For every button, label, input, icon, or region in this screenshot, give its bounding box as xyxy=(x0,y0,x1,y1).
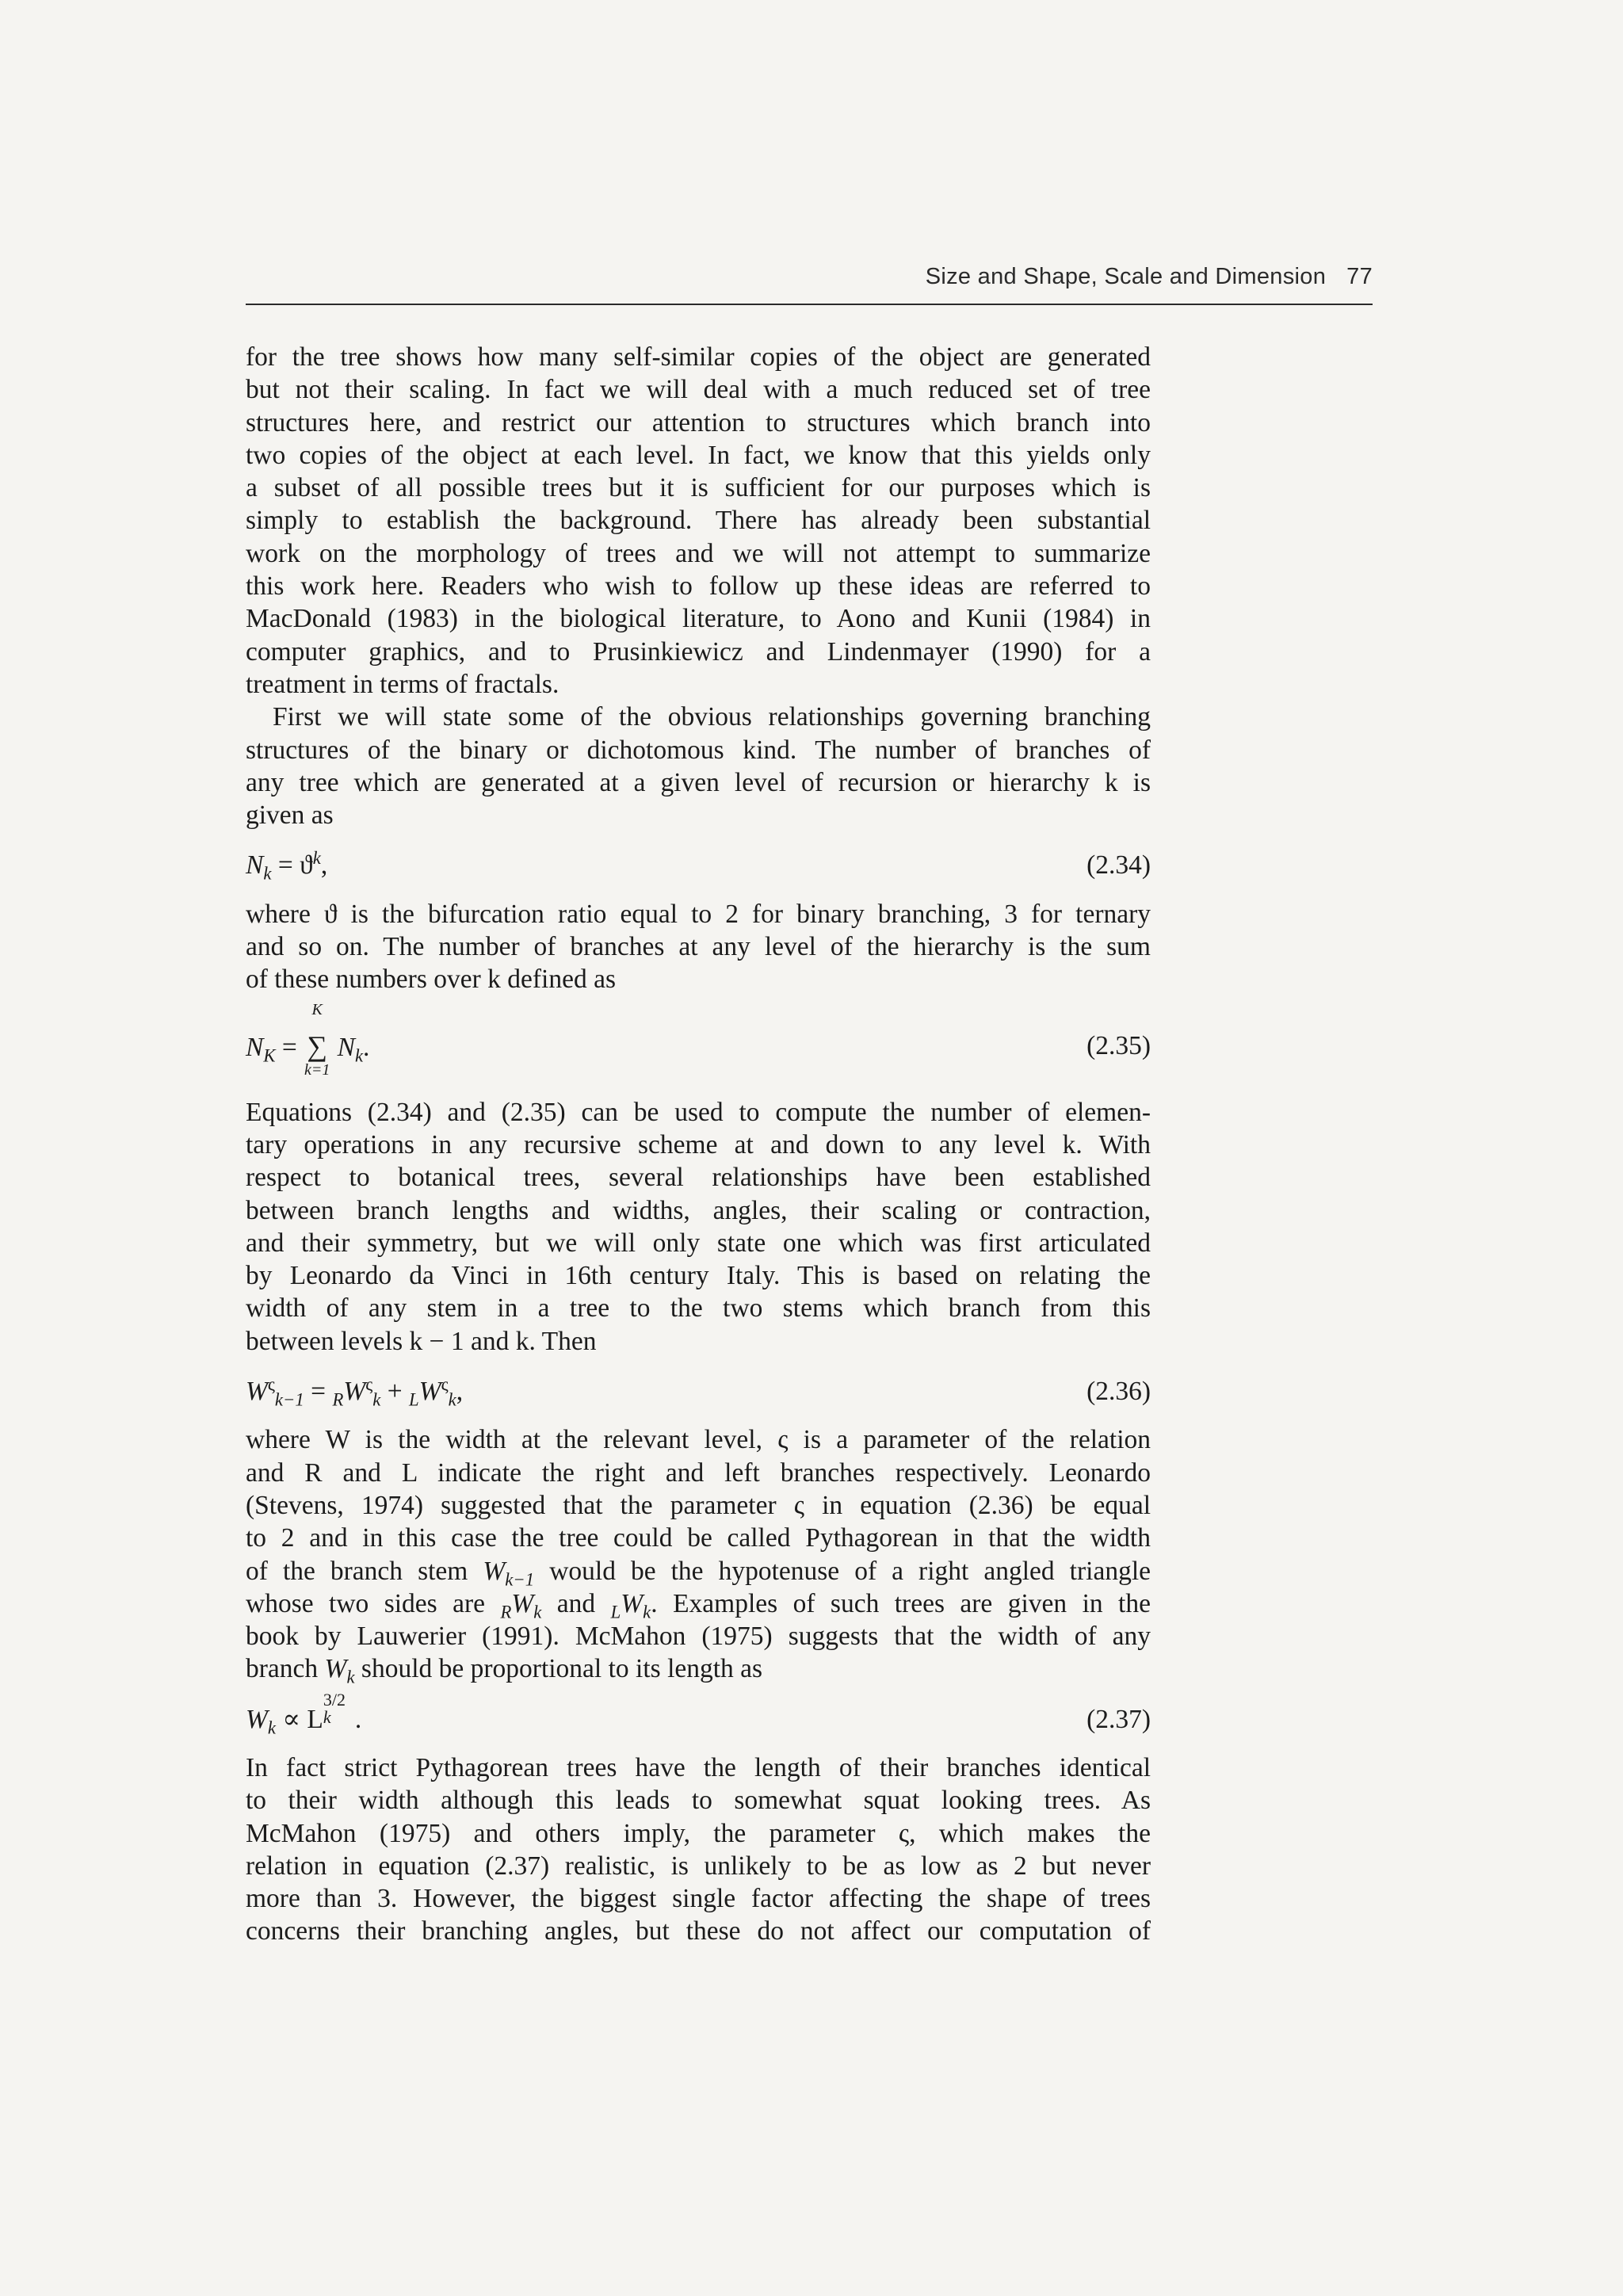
equation-expression: $N_k = ϑ^k$, xyxy=(246,848,328,884)
equation-expression: $N_K$ = K ∑ k=1 $N_k$. xyxy=(246,1000,370,1079)
paragraph xyxy=(246,701,1151,831)
page-number: 77 xyxy=(1346,264,1373,289)
running-head xyxy=(246,264,1373,290)
text-line: First we will state some of the obvious relationships governing branching xyxy=(273,702,1151,732)
paragraph xyxy=(246,1752,1151,1948)
text-line: width of any stem in a tree to the two stems which branch from this xyxy=(246,1293,1151,1324)
text-line: for the tree shows how many self-similar copies of the object are generated xyxy=(246,342,1151,372)
text-line: In fact strict Pythagorean trees have the length of their branches identical xyxy=(246,1752,1151,1782)
text-line: to their width although this leads to somewhat squat looking trees. As xyxy=(246,1786,1151,1816)
paragraph xyxy=(246,1423,1151,1688)
equation-2-37 xyxy=(246,1689,1151,1738)
text-line: computer graphics, and to Prusinkiewicz and Lindenmayer (1990) for a xyxy=(246,636,1151,667)
text-line: where ϑ is the bifurcation ratio equal to 2 for binary branching, 3 for ternary xyxy=(246,899,1151,929)
equation-expression: $W^\varsigma_{k-1} = _RW^\varsigma_k + _LW^\varsigma_k$, xyxy=(246,1373,464,1410)
text-line: any tree which are generated at a given level of recursion or hierarchy k is xyxy=(246,767,1151,797)
equation-2-34 xyxy=(246,848,1151,884)
header-rule xyxy=(246,304,1373,305)
text-line: of the branch stem $W_{k-1}$ would be the hypotenuse of a right angled triangle xyxy=(246,1556,1151,1590)
text-line: and R and L indicate the right and left branches respectively. Leonardo xyxy=(246,1457,1151,1488)
paragraph xyxy=(246,1096,1151,1358)
text-line: and their symmetry, but we will only state one which was first articulated xyxy=(246,1228,1151,1258)
text-line: Equations (2.34) and (2.35) can be used to compute the number of elemen- xyxy=(246,1097,1151,1127)
text-line: where W is the width at the relevant level, ς is a parameter of the relation xyxy=(246,1425,1151,1455)
equation-expression: $W_k \propto L$ 3/2 k . xyxy=(246,1689,362,1738)
text-line: work on the morphology of trees and we will not attempt to summarize xyxy=(246,538,1151,568)
text-line: branch $W_k$ should be proportional to its length as xyxy=(246,1654,763,1688)
summation-symbol: K ∑ k=1 xyxy=(304,1000,330,1079)
text-line: McMahon (1975) and others imply, the parameter ς, which makes the xyxy=(246,1818,1151,1848)
text-line: by Leonardo da Vinci in 16th century Italy. This is based on relating the xyxy=(246,1261,1151,1291)
equation-number: (2.34) xyxy=(1086,850,1151,881)
text-line: but not their scaling. In fact we will deal with a much reduced set of tree xyxy=(246,375,1151,405)
text-line: structures of the binary or dichotomous kind. The number of branches of xyxy=(246,735,1151,765)
running-title: Size and Shape, Scale and Dimension xyxy=(925,264,1327,289)
text-line: to 2 and in this case the tree could be called Pythagorean in that the width xyxy=(246,1523,1151,1553)
text-line: simply to establish the background. There has already been substantial xyxy=(246,506,1151,536)
text-line: between branch lengths and widths, angles, their scaling or contraction, xyxy=(246,1195,1151,1225)
equation-2-36 xyxy=(246,1375,1151,1408)
text-line: structures here, and restrict our attention to structures which branch into xyxy=(246,407,1151,437)
equation-number: (2.35) xyxy=(1086,1030,1151,1060)
text-line: MacDonald (1983) in the biological literature, to Aono and Kunii (1984) in xyxy=(246,604,1151,634)
text-line: whose two sides are $_RW_k$ and $_LW_k$. Examples of such trees are given in the xyxy=(246,1588,1151,1622)
paragraph xyxy=(246,341,1151,701)
equation-number: (2.37) xyxy=(1086,1704,1151,1734)
text-line: a subset of all possible trees but it is sufficient for our purposes which is xyxy=(246,473,1151,503)
text-line: this work here. Readers who wish to follow up these ideas are referred to xyxy=(246,571,1151,602)
text-line: concerns their branching angles, but these do not affect our computation of xyxy=(246,1916,1151,1946)
text-line: given as xyxy=(246,800,334,831)
text-line: relation in equation (2.37) realistic, is unlikely to be as low as 2 but never xyxy=(246,1851,1151,1881)
text-line: and so on. The number of branches at any level of the hierarchy is the sum xyxy=(246,932,1151,962)
text-line: two copies of the object at each level. In fact, we know that this yields only xyxy=(246,440,1151,470)
text-line: respect to botanical trees, several relationships have been established xyxy=(246,1163,1151,1193)
text-line: of these numbers over k defined as xyxy=(246,965,616,995)
equation-2-35 xyxy=(246,1000,1151,1087)
text-line: more than 3. However, the biggest single factor affecting the shape of trees xyxy=(246,1884,1151,1914)
body-text xyxy=(246,341,1151,1948)
paragraph xyxy=(246,898,1151,996)
text-line: (Stevens, 1974) suggested that the parameter ς in equation (2.36) be equal xyxy=(246,1490,1151,1520)
equation-number: (2.36) xyxy=(1086,1377,1151,1407)
text-line: book by Lauwerier (1991). McMahon (1975) suggests that the width of any xyxy=(246,1622,1151,1652)
text-line: treatment in terms of fractals. xyxy=(246,669,559,699)
text-line: tary operations in any recursive scheme at and down to any level k. With xyxy=(246,1129,1151,1159)
text-line: between levels k − 1 and k. Then xyxy=(246,1326,597,1356)
